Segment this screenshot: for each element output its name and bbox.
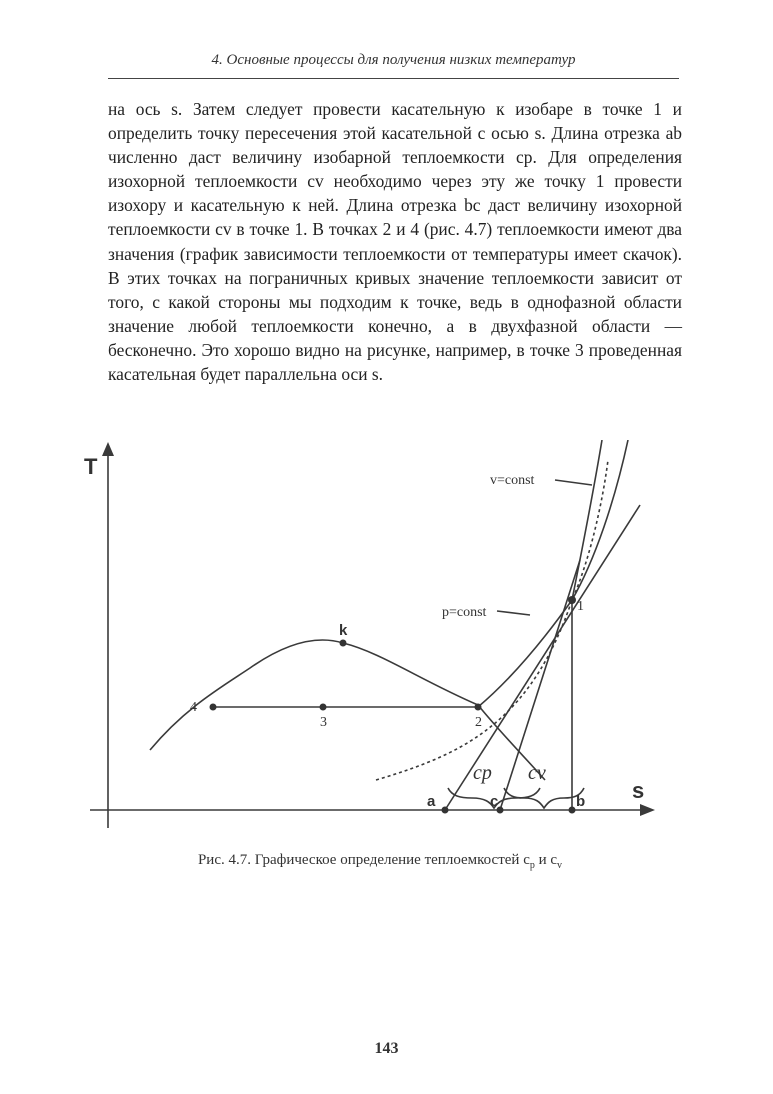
body-text: [108, 97, 682, 386]
label-cp: cp: [473, 762, 492, 784]
label-point-a: a: [427, 793, 436, 810]
label-point-k: k: [339, 622, 348, 639]
point-a-dot: [442, 807, 449, 814]
label-point-c: c: [490, 793, 499, 810]
axis-label-s: s: [632, 778, 645, 803]
label-point-b: b: [576, 793, 586, 810]
saturation-dome: [150, 640, 545, 780]
v-const-leader: [555, 480, 592, 485]
caption-conj: и c: [534, 852, 558, 868]
label-v-const: v=const: [490, 473, 535, 488]
axis-label-t: T: [84, 454, 98, 479]
point-2-dot: [475, 704, 482, 711]
isochore-curve: [376, 460, 608, 780]
label-p-const: p=const: [442, 605, 487, 620]
t-axis-arrow: [102, 442, 114, 456]
point-4-dot: [210, 704, 217, 711]
label-point-1: 1: [577, 599, 584, 614]
label-point-3: 3: [320, 715, 327, 730]
point-1-dot: [568, 596, 576, 604]
s-axis-arrow: [640, 804, 655, 816]
point-k-dot: [340, 640, 347, 647]
p-const-leader: [497, 611, 530, 615]
paragraph: на ось s. Затем следует провести касательную к изобаре в точке 1 и определить точку пересечения этой касательной с осью s. Длина отрезка ab численно даст величину изобарной теплоемкости cp. Для определения изохорной теплоемкости cv необходимо через эту же точку 1 провести изохору и касательную к ней. Длина отрезка bc даст величину изохорной теплоемкости cv в точке 1. В точках 2 и 4 (рис. 4.7) теплоемкости имеют два значения (график зависимости теплоемкости от температуры имеет скачок). В этих точках на пограничных кривых значение теплоемкости зависит от того, с какой стороны мы подходим к точке, ведь в однофазной области значение любой теплоемкости конечно, а в двухфазной области — бесконечно. Это хорошо видно на рисунке, например, в точке 3 проведенная касательная будет параллельна оси s.: [108, 99, 682, 385]
label-point-4: 4: [190, 700, 197, 715]
ts-diagram: [80, 440, 680, 840]
label-point-2: 2: [475, 715, 482, 730]
caption-sub-p: p: [529, 860, 535, 871]
caption-text: Рис. 4.7. Графическое определение теплоемкостей c: [197, 852, 530, 868]
header-rule: [108, 78, 679, 79]
point-3-dot: [320, 704, 327, 711]
caption-sub-v: v: [557, 860, 563, 871]
running-header: 4. Основные процессы для получения низких температур: [211, 52, 576, 68]
figure-caption: [80, 852, 680, 871]
isochore-branch: [572, 440, 602, 600]
label-cv: cv: [528, 762, 546, 784]
point-b-dot: [569, 807, 576, 814]
page-number: 143: [374, 1040, 399, 1057]
